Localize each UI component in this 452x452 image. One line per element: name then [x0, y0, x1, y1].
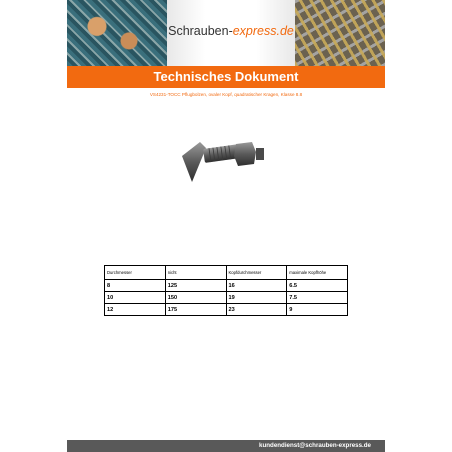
- column-header: maximale Kopfhöhe: [287, 266, 348, 280]
- logo-accent-text: express.de: [232, 24, 294, 38]
- table-cell: 150: [165, 292, 226, 304]
- table-row: [105, 304, 348, 316]
- support-email-link[interactable]: kundendienst@schrauben-express.de: [259, 442, 371, 449]
- table-cell: 23: [226, 304, 287, 316]
- table-row: [105, 292, 348, 304]
- table-row: [105, 280, 348, 292]
- column-header: Durchmesser: [105, 266, 166, 280]
- header-photo-workshop: [67, 0, 167, 66]
- table-cell: 10: [105, 292, 166, 304]
- plow-bolt-image: [180, 138, 266, 186]
- table-cell: 16: [226, 280, 287, 292]
- footer: [67, 440, 385, 452]
- product-subtitle: VS4231-TOCC Pflugbolzen, ovaler Kopf, quadratischer Kragen, Klasse 8.8: [149, 92, 303, 97]
- logo-main-text: Schrauben-: [168, 24, 233, 38]
- dimensions-table: [104, 265, 348, 316]
- table-cell: 9: [287, 304, 348, 316]
- logo[interactable]: [167, 24, 295, 38]
- table-cell: 6.5: [287, 280, 348, 292]
- header-photo-screws: [295, 0, 385, 66]
- column-header: Kopfdurchmesser: [226, 266, 287, 280]
- table-cell: 12: [105, 304, 166, 316]
- table-cell: 7.5: [287, 292, 348, 304]
- table-cell: 175: [165, 304, 226, 316]
- column-header: nicht: [165, 266, 226, 280]
- page-title: Technisches Dokument: [67, 66, 385, 88]
- table-cell: 8: [105, 280, 166, 292]
- table-header-row: [105, 266, 348, 280]
- table-cell: 125: [165, 280, 226, 292]
- table-cell: 19: [226, 292, 287, 304]
- logo-area: [167, 0, 295, 66]
- header: [67, 0, 385, 66]
